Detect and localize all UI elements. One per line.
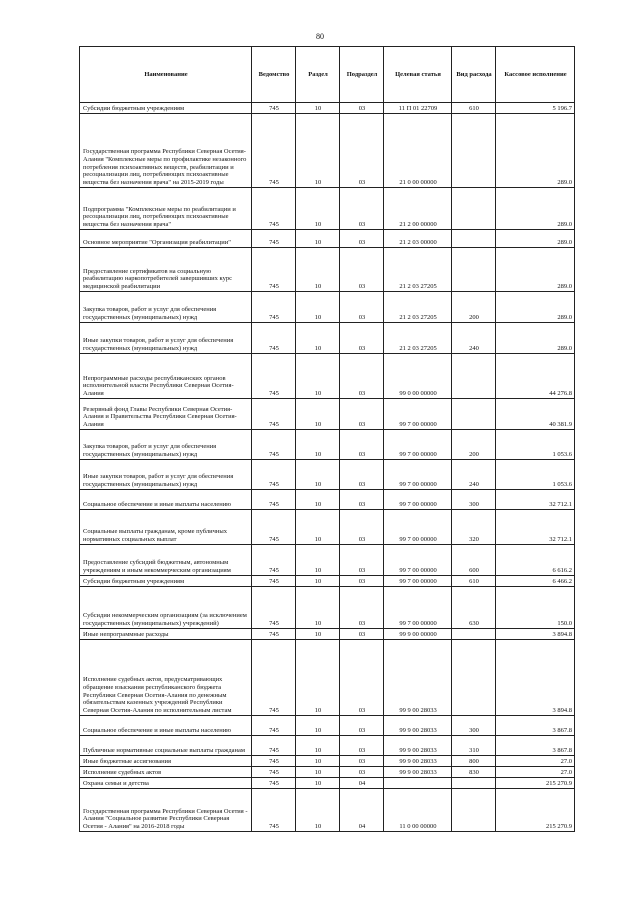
cell-name: Социальное обеспечение и иные выплаты населению [80,490,252,510]
cell-department: 745 [252,230,296,248]
cell-department: 745 [252,292,296,323]
cell-execution: 5 196.7 [496,103,575,114]
cell-section: 10 [296,716,340,736]
cell-expense-type: 300 [452,490,496,510]
cell-section: 10 [296,736,340,756]
table-row [80,230,575,248]
table-row [80,103,575,114]
cell-execution: 289.0 [496,292,575,323]
cell-expense-type: 630 [452,587,496,629]
cell-name: Основное мероприятие "Организация реабилитации" [80,230,252,248]
cell-target-article: 21 2 03 27205 [384,248,452,292]
cell-section: 10 [296,640,340,716]
table-row [80,460,575,490]
cell-execution: 6 466.2 [496,576,575,587]
cell-name: Социальное обеспечение и иные выплаты населению [80,716,252,736]
table-row [80,587,575,629]
cell-section: 10 [296,576,340,587]
header-section: Раздел [296,47,340,103]
cell-expense-type [452,248,496,292]
cell-execution: 32 712.1 [496,510,575,545]
cell-department: 745 [252,736,296,756]
cell-section: 10 [296,323,340,354]
cell-target-article: 99 7 00 00000 [384,399,452,430]
cell-subsection: 04 [340,778,384,789]
cell-execution: 3 867.8 [496,736,575,756]
cell-department: 745 [252,778,296,789]
cell-name: Государственная программа Республики Северная Осетия - Алания "Социальное развитие Республики Северная Осетия - Алания" на 2016-2018 годы [80,789,252,832]
cell-expense-type [452,399,496,430]
cell-section: 10 [296,756,340,767]
table-row [80,756,575,767]
cell-department: 745 [252,399,296,430]
cell-target-article: 99 7 00 00000 [384,576,452,587]
cell-section: 10 [296,510,340,545]
table-header-row [80,47,575,103]
cell-department: 745 [252,640,296,716]
cell-target-article: 99 7 00 00000 [384,510,452,545]
cell-target-article: 99 7 00 00000 [384,460,452,490]
table-row [80,430,575,460]
cell-subsection: 03 [340,460,384,490]
cell-name: Иные бюджетные ассигнования [80,756,252,767]
cell-section: 10 [296,103,340,114]
cell-execution: 289.0 [496,323,575,354]
cell-expense-type: 320 [452,510,496,545]
cell-expense-type: 200 [452,292,496,323]
cell-section: 10 [296,248,340,292]
table-row [80,114,575,188]
cell-subsection: 03 [340,587,384,629]
cell-execution: 289.0 [496,248,575,292]
cell-subsection: 03 [340,354,384,399]
table-row [80,490,575,510]
cell-execution: 3 867.8 [496,716,575,736]
cell-target-article: 21 2 00 00000 [384,188,452,230]
cell-subsection: 03 [340,576,384,587]
cell-section: 10 [296,460,340,490]
table-row [80,778,575,789]
cell-department: 745 [252,323,296,354]
cell-department: 745 [252,789,296,832]
cell-subsection: 03 [340,323,384,354]
table-row [80,323,575,354]
table-row [80,716,575,736]
table-row [80,767,575,778]
cell-execution: 27.0 [496,767,575,778]
cell-subsection: 03 [340,292,384,323]
cell-name: Исполнение судебных актов, предусматривающих обращение взыскания республиканского бюджета Республики Северная Осетия-Алания по денежным обязательствам казенных учреждений Республики Северная Осетия-Алания по исполнительным листам [80,640,252,716]
cell-expense-type [452,188,496,230]
cell-target-article: 99 9 00 28033 [384,756,452,767]
cell-section: 10 [296,545,340,576]
cell-expense-type: 240 [452,323,496,354]
cell-target-article: 99 9 00 28033 [384,767,452,778]
cell-name: Резервный фонд Главы Республики Северная Осетия-Алания и Правительства Республики Северная Осетия-Алания [80,399,252,430]
cell-department: 745 [252,629,296,640]
cell-execution: 215 270.9 [496,789,575,832]
cell-subsection: 03 [340,736,384,756]
cell-subsection: 03 [340,188,384,230]
table-row [80,789,575,832]
cell-execution: 27.0 [496,756,575,767]
cell-expense-type: 610 [452,103,496,114]
table-row [80,545,575,576]
table-row [80,399,575,430]
cell-department: 745 [252,114,296,188]
cell-department: 745 [252,430,296,460]
cell-department: 745 [252,716,296,736]
cell-subsection: 03 [340,490,384,510]
cell-section: 10 [296,778,340,789]
cell-target-article: 99 7 00 00000 [384,430,452,460]
page-number: 80 [316,32,324,41]
cell-department: 745 [252,248,296,292]
cell-subsection: 03 [340,399,384,430]
cell-execution: 289.0 [496,114,575,188]
cell-name: Иные закупки товаров, работ и услуг для обеспечения государственных (муниципальных) нужд [80,323,252,354]
table-row [80,736,575,756]
cell-name: Государственная программа Республики Северная Осетия-Алания "Комплексные меры по профилактике незаконного потребления психоактивных веществ, реабилитации и ресоциализации лиц, потребляющих психоактивные вещества без назначения врача" на 2015-2019 годы [80,114,252,188]
cell-name: Иные закупки товаров, работ и услуг для обеспечения государственных (муниципальных) нужд [80,460,252,490]
cell-name: Публичные нормативные социальные выплаты гражданам [80,736,252,756]
cell-target-article [384,778,452,789]
table-row [80,292,575,323]
cell-section: 10 [296,292,340,323]
cell-section: 10 [296,114,340,188]
cell-department: 745 [252,576,296,587]
header-expense-type: Вид расхода [452,47,496,103]
cell-target-article: 21 0 00 00000 [384,114,452,188]
cell-department: 745 [252,490,296,510]
cell-target-article: 99 7 00 00000 [384,545,452,576]
cell-department: 745 [252,103,296,114]
cell-subsection: 03 [340,103,384,114]
header-subsection: Подраздел [340,47,384,103]
table-body [80,103,575,832]
cell-target-article: 21 2 03 27205 [384,292,452,323]
cell-execution: 32 712.1 [496,490,575,510]
cell-expense-type: 200 [452,430,496,460]
cell-expense-type [452,640,496,716]
cell-name: Подпрограмма "Комплексные меры по реабилитации и ресоциализации лиц, потребляющих психоактивные вещества без назначения врача" [80,188,252,230]
cell-section: 10 [296,399,340,430]
cell-department: 745 [252,545,296,576]
cell-execution: 3 894.8 [496,629,575,640]
cell-subsection: 03 [340,640,384,716]
cell-subsection: 04 [340,789,384,832]
cell-execution: 150.0 [496,587,575,629]
cell-target-article: 11 П 01 22709 [384,103,452,114]
cell-execution: 215 270.9 [496,778,575,789]
cell-target-article: 99 7 00 00000 [384,587,452,629]
cell-subsection: 03 [340,114,384,188]
cell-target-article: 99 0 00 00000 [384,354,452,399]
table-row [80,640,575,716]
cell-execution: 44 276.8 [496,354,575,399]
cell-expense-type: 310 [452,736,496,756]
cell-name: Иные непрограммные расходы [80,629,252,640]
cell-name: Исполнение судебных актов [80,767,252,778]
cell-section: 10 [296,629,340,640]
cell-section: 10 [296,188,340,230]
cell-section: 10 [296,230,340,248]
cell-target-article: 21 2 03 00000 [384,230,452,248]
cell-expense-type: 240 [452,460,496,490]
cell-name: Субсидии некоммерческим организациям (за исключением государственных (муниципальных) учреждений) [80,587,252,629]
header-name: Наименование [80,47,252,103]
cell-subsection: 03 [340,716,384,736]
cell-subsection: 03 [340,629,384,640]
cell-expense-type [452,789,496,832]
cell-expense-type: 600 [452,545,496,576]
cell-target-article: 99 9 00 00000 [384,629,452,640]
cell-name: Охрана семьи и детства [80,778,252,789]
cell-name: Предоставление сертификатов на социальную реабилитацию наркопотребителей завершивших курс медицинской реабилитации [80,248,252,292]
cell-section: 10 [296,430,340,460]
cell-target-article: 99 7 00 00000 [384,490,452,510]
cell-department: 745 [252,587,296,629]
cell-target-article: 99 9 00 28033 [384,640,452,716]
cell-name: Предоставление субсидий бюджетным, автономным учреждениям и иным некоммерческим организациям [80,545,252,576]
cell-department: 745 [252,354,296,399]
cell-expense-type: 300 [452,716,496,736]
cell-subsection: 03 [340,230,384,248]
cell-expense-type: 830 [452,767,496,778]
cell-execution: 1 053.6 [496,460,575,490]
cell-target-article: 99 9 00 28033 [384,716,452,736]
table-row [80,188,575,230]
cell-department: 745 [252,767,296,778]
cell-subsection: 03 [340,248,384,292]
cell-section: 10 [296,587,340,629]
table-row [80,576,575,587]
cell-expense-type [452,778,496,789]
cell-target-article: 99 9 00 28033 [384,736,452,756]
cell-execution: 289.0 [496,230,575,248]
header-execution: Кассовое исполнение [496,47,575,103]
cell-execution: 6 616.2 [496,545,575,576]
cell-target-article: 21 2 03 27205 [384,323,452,354]
cell-subsection: 03 [340,767,384,778]
table-row [80,510,575,545]
header-target-article: Целевая статья [384,47,452,103]
cell-section: 10 [296,767,340,778]
cell-expense-type: 800 [452,756,496,767]
cell-expense-type [452,354,496,399]
cell-name: Закупка товаров, работ и услуг для обеспечения государственных (муниципальных) нужд [80,430,252,460]
cell-subsection: 03 [340,756,384,767]
header-department: Ведомство [252,47,296,103]
cell-subsection: 03 [340,430,384,460]
cell-name: Субсидии бюджетным учреждениям [80,103,252,114]
cell-name: Непрограммные расходы республиканских органов исполнительной власти Республики Северная Осетия-Алания [80,354,252,399]
table-row [80,248,575,292]
table-row [80,629,575,640]
cell-execution: 3 894.8 [496,640,575,716]
cell-department: 745 [252,188,296,230]
cell-department: 745 [252,510,296,545]
cell-expense-type [452,230,496,248]
cell-section: 10 [296,354,340,399]
cell-expense-type: 610 [452,576,496,587]
cell-name: Социальные выплаты гражданам, кроме публичных нормативных социальных выплат [80,510,252,545]
cell-section: 10 [296,490,340,510]
cell-name: Закупка товаров, работ и услуг для обеспечения государственных (муниципальных) нужд [80,292,252,323]
cell-subsection: 03 [340,510,384,545]
cell-subsection: 03 [340,545,384,576]
cell-name: Субсидии бюджетным учреждениям [80,576,252,587]
cell-department: 745 [252,460,296,490]
cell-target-article: 11 0 00 00000 [384,789,452,832]
cell-execution: 289.0 [496,188,575,230]
cell-execution: 1 053.6 [496,430,575,460]
cell-section: 10 [296,789,340,832]
budget-execution-table [79,46,575,832]
table-row [80,354,575,399]
cell-department: 745 [252,756,296,767]
cell-execution: 40 381.9 [496,399,575,430]
cell-expense-type [452,114,496,188]
cell-expense-type [452,629,496,640]
